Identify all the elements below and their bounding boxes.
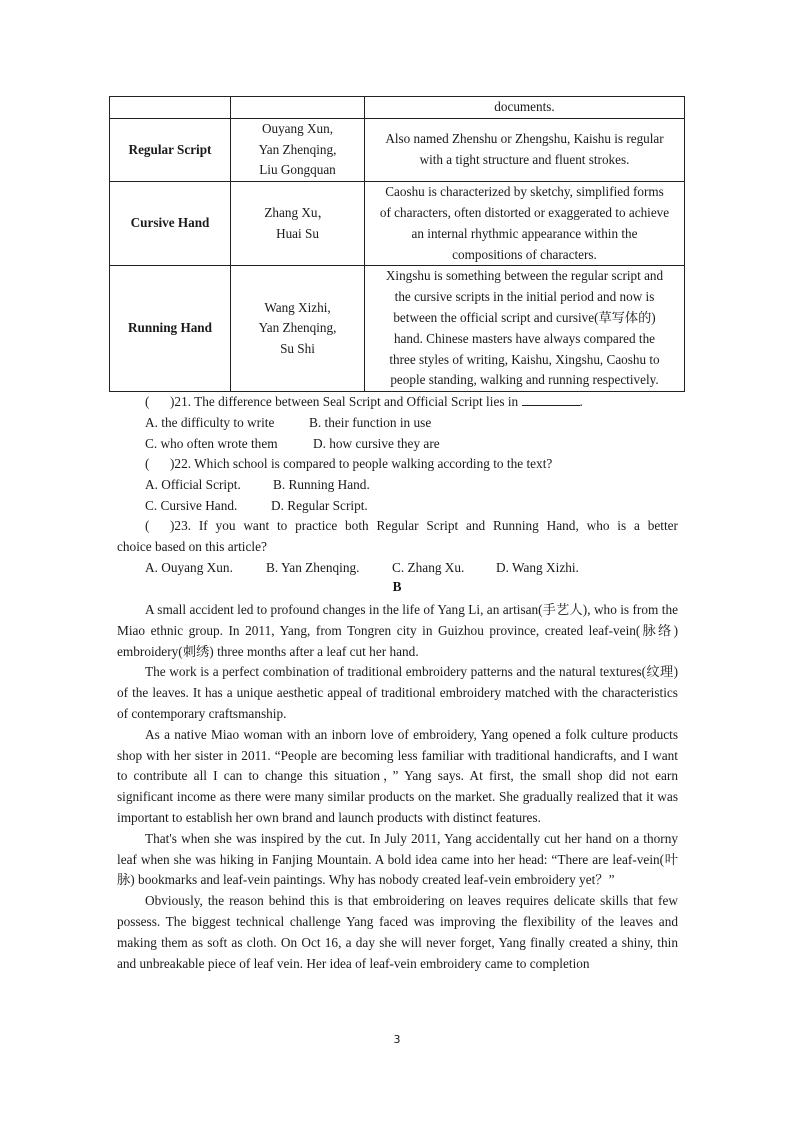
description-line: three styles of writing, Kaishu, Xingshu, Caoshu to <box>389 351 660 367</box>
description-line: with a tight structure and fluent strokes. <box>419 151 630 167</box>
options-row <box>145 413 678 434</box>
style-name-cell <box>110 97 231 119</box>
description-line: hand. Chinese masters have always compared the <box>393 330 656 346</box>
description-line: between the official script and cursive(草写体的) <box>393 309 656 325</box>
style-name-cell: Running Hand <box>110 266 231 392</box>
option-c: C. who often wrote them <box>145 435 278 451</box>
options-row <box>117 558 678 579</box>
section-heading: B <box>392 579 402 594</box>
style-name-cell: Regular Script <box>110 118 231 181</box>
table-row <box>110 97 685 119</box>
master-name: Su Shi <box>280 341 315 357</box>
option-c: C. Cursive Hand. <box>145 497 238 513</box>
description-cell <box>365 97 685 119</box>
description-cell <box>365 182 685 266</box>
description-line: documents. <box>494 99 555 114</box>
answer-paren[interactable]: ( <box>145 456 150 471</box>
options-row <box>145 434 678 455</box>
paragraph: A small accident led to profound changes in the life of Yang Li, an artisan(手艺人), who is from the Miao ethnic group. In 2011, Yang, from Tongren city in Guizhou province, created leaf-vein(脉络) embroidery(刺绣) three months after a leaf cut her hand. <box>117 602 678 659</box>
question-stem-continued: choice based on this article? <box>117 538 267 554</box>
description-line: of characters, often distorted or exaggerated to achieve <box>379 204 670 220</box>
master-name: Huai Su <box>276 225 319 241</box>
description-line: Caoshu is characterized by sketchy, simplified forms <box>385 184 664 200</box>
masters-cell <box>231 118 365 181</box>
master-name: Yan Zhenqing, <box>258 320 337 336</box>
description-line: people standing, walking and running respectively. <box>390 372 659 388</box>
description-line: Also named Zhenshu or Zhengshu, Kaishu is regular <box>385 131 664 147</box>
option-b: B. their function in use <box>309 414 432 430</box>
option-a: A. the difficulty to write <box>145 414 275 430</box>
paragraph: The work is a perfect combination of traditional embroidery patterns and the natural textures(纹理) of the leaves. It has a unique aesthetic appeal of traditional embroidery matched with the characteristics of contemporary craftsmanship. <box>117 664 678 721</box>
table-row <box>110 182 685 266</box>
table-row <box>110 266 685 392</box>
description-cell <box>365 118 685 181</box>
description-cell <box>365 266 685 392</box>
answer-paren[interactable]: ( <box>145 518 150 533</box>
description-line: the cursive scripts in the initial period and now is <box>394 289 655 305</box>
page-number: 3 <box>393 1033 401 1046</box>
option-a: A. Ouyang Xun. <box>145 559 233 575</box>
question-stem: ( )21. The difference between Seal Script and Official Script lies in . <box>145 392 678 413</box>
masters-cell <box>231 97 365 119</box>
passage-b <box>117 600 678 974</box>
master-name: Ouyang Xun, <box>261 120 334 136</box>
option-b: B. Yan Zhenqing. <box>266 559 360 575</box>
options-row <box>145 496 678 517</box>
masters-cell <box>231 182 365 266</box>
description-line: an internal rhythmic appearance within the <box>411 225 638 241</box>
master-name: Yan Zhenqing, <box>258 141 337 157</box>
answer-paren[interactable]: ( <box>145 394 150 409</box>
description-line: compositions of characters. <box>452 246 597 262</box>
option-c: C. Zhang Xu. <box>392 559 465 575</box>
master-name: Wang Xizhi, <box>264 299 331 315</box>
option-b: B. Running Hand. <box>273 476 370 492</box>
option-d: D. Regular Script. <box>271 497 368 513</box>
table-row <box>110 118 685 181</box>
calligraphy-styles-table <box>109 96 685 392</box>
question-23 <box>117 516 678 578</box>
style-name-cell: Cursive Hand <box>110 182 231 266</box>
paragraph: As a native Miao woman with an inborn love of embroidery, Yang opened a folk culture products shop with her sister in 2011. “People are becoming less familiar with traditional handicrafts, and I want to contribute all I can to change this situation，” Yang says. At first, the small shop did not earn significant income as there were many similar products on the market. She gradually realized that it was important to establish her own brand and launch products with distinct features. <box>117 726 678 825</box>
paragraph: Obviously, the reason behind this is that embroidering on leaves requires delicate skills that few possess. The biggest technical challenge Yang faced was improving the flexibility of the leaves and making them as soft as cloth. On Oct 16, a day she will never forget, Yang finally created a shiny, thin and unbreakable piece of leaf vein. Her idea of leaf-vein embroidery came to completion <box>117 893 678 971</box>
description-line: Xingshu is something between the regular script and <box>385 268 664 284</box>
option-d: D. Wang Xizhi. <box>496 559 579 575</box>
question-stem: ( )22. Which school is compared to people walking according to the text? <box>145 454 678 475</box>
options-row <box>145 475 678 496</box>
master-name: Liu Gongquan <box>259 162 336 178</box>
paragraph: That's when she was inspired by the cut. In July 2011, Yang accidentally cut her hand on a thorny leaf when she was hiking in Fanjing Mountain. A bold idea came into her head: “There are leaf-vein(叶脉) bookmarks and leaf-vein paintings. Why has nobody created leaf-vein embroidery yet？” <box>117 830 678 888</box>
question-21 <box>145 392 678 454</box>
question-stem: ( )23. If you want to practice both Regular Script and Running Hand, who is a better <box>117 516 678 537</box>
answer-blank <box>522 393 580 406</box>
question-22 <box>145 454 678 516</box>
master-name: Zhang Xu， <box>264 204 331 220</box>
option-d: D. how cursive they are <box>313 435 440 451</box>
option-a: A. Official Script. <box>145 476 241 492</box>
masters-cell <box>231 266 365 392</box>
